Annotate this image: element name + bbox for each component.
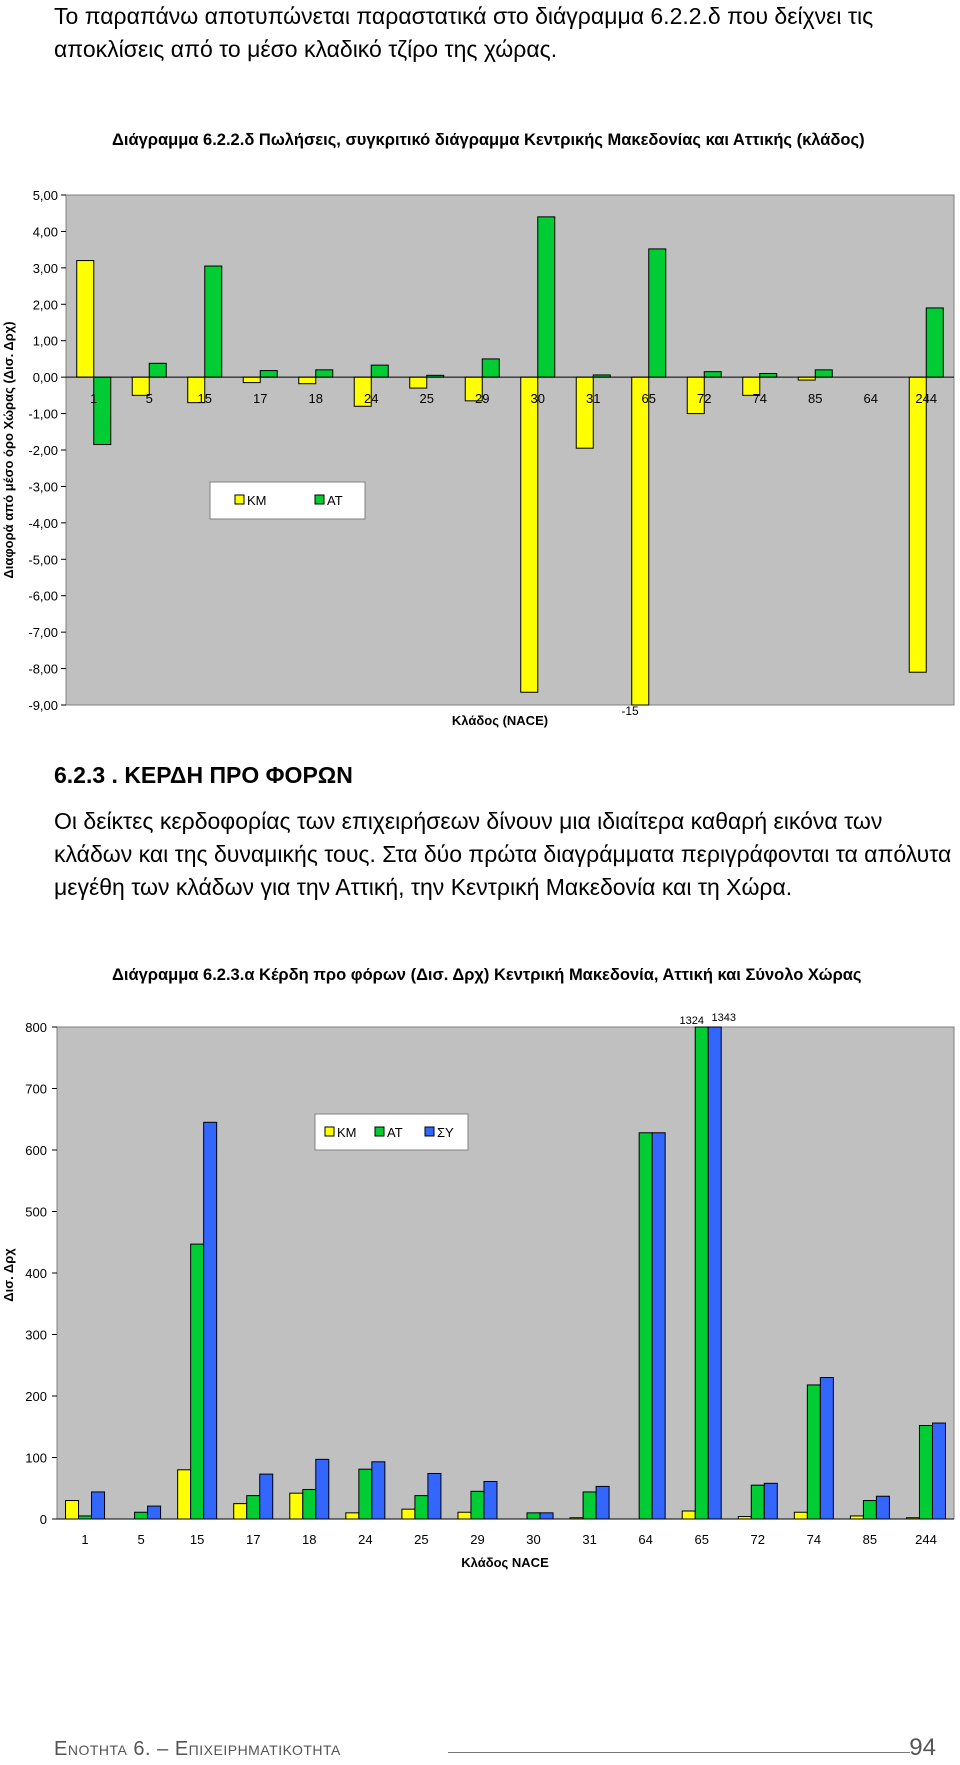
y-tick-label: 3,00 xyxy=(32,260,58,276)
bar-at xyxy=(583,1492,596,1519)
x-tick-label: 18 xyxy=(308,391,323,407)
bar-at xyxy=(303,1489,316,1519)
y-tick-label: -5,00 xyxy=(28,552,58,568)
y-tick-label: 100 xyxy=(25,1450,47,1466)
bar-km xyxy=(794,1512,807,1519)
x-tick-label: 25 xyxy=(414,1532,429,1547)
y-tick-label: 5,00 xyxy=(32,188,58,203)
bar-at xyxy=(919,1426,932,1519)
bar-at xyxy=(247,1496,260,1519)
y-tick-label: 800 xyxy=(25,1020,47,1035)
bar-sy xyxy=(596,1486,609,1519)
y-tick-label: -3,00 xyxy=(28,479,58,495)
bar-sy xyxy=(316,1459,329,1519)
intro-paragraph: Το παραπάνω αποτυπώνεται παραστατικά στο διάγραμμα 6.2.2.δ που δείχνει τις αποκλίσεις από το μέσο κλαδικό τζίρο της χώρας. xyxy=(54,3,874,62)
bar-sy xyxy=(932,1423,945,1519)
x-tick-label: 29 xyxy=(475,391,490,407)
bar-km xyxy=(178,1470,191,1519)
bar-sy xyxy=(820,1378,833,1519)
bar-km xyxy=(458,1512,471,1519)
body-paragraph: Οι δείκτες κερδοφορίας των επιχειρήσεων δίνουν μια ιδιαίτερα καθαρή εικόνα των κλάδων και της δυναμικής τους. Στα δύο πρώτα διαγράμματα περιγράφονται τα απόλυτα μεγέθη των κλάδων για την Αττική, την Κεντρική Μακεδονία και τη Χώρα. xyxy=(54,808,952,900)
bar-at xyxy=(359,1469,372,1519)
y-tick-label: 0,00 xyxy=(32,370,58,386)
x-tick-label: 29 xyxy=(470,1532,485,1547)
bar-at xyxy=(695,1027,708,1519)
x-tick-label: 5 xyxy=(137,1532,145,1547)
y-tick-label: 1,00 xyxy=(32,333,58,349)
y-tick-label: -9,00 xyxy=(28,698,58,713)
y-tick-label: -2,00 xyxy=(28,443,58,458)
y-tick-label: -1,00 xyxy=(28,406,58,422)
bar-at xyxy=(863,1501,876,1519)
bar-sy xyxy=(148,1506,161,1519)
footer-rule xyxy=(448,1752,910,1753)
x-tick-label: 24 xyxy=(364,391,379,407)
bar-at xyxy=(527,1513,540,1519)
y-tick-label: 0 xyxy=(39,1512,47,1527)
y-tick-label: -4,00 xyxy=(28,515,58,531)
bar-sy xyxy=(260,1474,273,1519)
y-tick-label: 500 xyxy=(25,1204,47,1220)
y-tick-label: -8,00 xyxy=(28,661,58,677)
bar-at xyxy=(415,1496,428,1519)
figure-2-title: Διάγραμμα 6.2.3.α Κέρδη προ φόρων (Δισ. Δρχ) Κεντρική Μακεδονία, Αττική και Σύνολο Χώρας xyxy=(112,966,862,984)
bar-sy xyxy=(764,1483,777,1519)
bar-at xyxy=(471,1491,484,1519)
x-tick-label: 30 xyxy=(530,391,545,407)
x-axis-title: Κλάδος (NACE) xyxy=(451,713,549,728)
x-tick-label: 18 xyxy=(302,1532,317,1547)
bar-km xyxy=(402,1509,415,1519)
x-tick-label: 72 xyxy=(697,391,712,407)
y-tick-label: 2,00 xyxy=(32,297,58,313)
legend-label: ΑΤ xyxy=(387,1125,403,1140)
x-tick-label: 25 xyxy=(419,391,434,407)
legend-swatch xyxy=(425,1127,434,1136)
y-tick-label: 200 xyxy=(25,1389,47,1404)
bar-sy xyxy=(540,1513,553,1519)
legend-label: ΣΥ xyxy=(437,1125,454,1140)
bar-at xyxy=(639,1133,652,1519)
y-tick-label: -6,00 xyxy=(28,588,58,604)
x-tick-label: 15 xyxy=(197,391,212,407)
legend-swatch xyxy=(325,1127,334,1136)
bar-sy xyxy=(708,1027,721,1519)
bar-sy xyxy=(652,1133,665,1519)
x-tick-label: 64 xyxy=(638,1532,653,1547)
x-tick-label: 17 xyxy=(245,1532,261,1547)
x-tick-label: 5 xyxy=(145,391,153,407)
x-tick-label: 17 xyxy=(253,391,268,407)
bar-sy xyxy=(428,1473,441,1519)
x-tick-label: 64 xyxy=(863,391,878,407)
bar-km xyxy=(346,1513,359,1519)
bar-at xyxy=(751,1485,764,1519)
y-tick-label: 700 xyxy=(25,1081,47,1097)
page-number: 94 xyxy=(909,1734,936,1761)
legend-label: ΚΜ xyxy=(247,493,267,508)
y-tick-label: 300 xyxy=(25,1327,47,1343)
bar-km xyxy=(66,1501,79,1519)
x-tick-label: 65 xyxy=(694,1532,709,1547)
bar-km xyxy=(234,1504,247,1519)
bar-km xyxy=(290,1493,303,1519)
annotation-label: 1343 xyxy=(711,1012,736,1024)
figure-1-title: Διάγραμμα 6.2.2.δ Πωλήσεις, συγκριτικό διάγραμμα Κεντρικής Μακεδονίας και Αττικής (κλάδος) xyxy=(112,131,865,149)
bar-sy xyxy=(876,1496,889,1519)
x-tick-label: 1 xyxy=(90,391,98,407)
footer-section-title: Ενοτητα 6. – Επιχειρηματικοτητα xyxy=(54,1738,341,1760)
bar-sy xyxy=(372,1462,385,1519)
y-tick-label: 4,00 xyxy=(32,224,58,240)
bar-km xyxy=(682,1511,695,1519)
y-axis-title: Δισ. Δρχ xyxy=(1,1248,16,1302)
x-tick-label: 24 xyxy=(358,1532,373,1547)
x-tick-label: 244 xyxy=(915,1532,937,1547)
section-heading: 6.2.3 . ΚΕΡΔΗ ΠΡΟ ΦΟΡΩΝ xyxy=(54,762,353,788)
x-tick-label: 1 xyxy=(81,1532,89,1547)
x-tick-label: 74 xyxy=(806,1532,822,1547)
bar-at xyxy=(191,1244,204,1519)
x-tick-label: 74 xyxy=(752,391,767,407)
x-tick-label: 65 xyxy=(641,391,656,407)
x-tick-label: 85 xyxy=(808,391,823,407)
x-tick-label: 30 xyxy=(526,1532,541,1547)
annotation-label: -15 xyxy=(621,704,639,718)
bar-sy xyxy=(204,1122,217,1519)
legend-swatch xyxy=(375,1127,384,1136)
x-tick-label: 72 xyxy=(750,1532,766,1547)
annotation-label: 1324 xyxy=(679,1015,704,1027)
bar-sy xyxy=(484,1481,497,1519)
bar-at xyxy=(135,1512,148,1519)
x-tick-label: 31 xyxy=(582,1532,597,1547)
x-tick-label: 85 xyxy=(862,1532,878,1547)
legend-label: ΚΜ xyxy=(337,1125,357,1140)
bar-sy xyxy=(92,1492,105,1519)
y-axis-title: Διαφορά από μέσο όρο Χώρας (Δισ. Δρχ) xyxy=(1,321,16,579)
x-tick-label: 31 xyxy=(586,391,601,407)
x-tick-label: 15 xyxy=(189,1532,205,1547)
bar-at xyxy=(807,1385,820,1519)
y-tick-label: 600 xyxy=(25,1143,47,1158)
legend-label: ΑΤ xyxy=(327,493,343,508)
x-tick-label: 244 xyxy=(915,391,938,407)
x-axis-title: Κλάδος NACE xyxy=(461,1555,549,1570)
y-tick-label: 400 xyxy=(25,1266,47,1281)
y-tick-label: -7,00 xyxy=(28,625,58,641)
